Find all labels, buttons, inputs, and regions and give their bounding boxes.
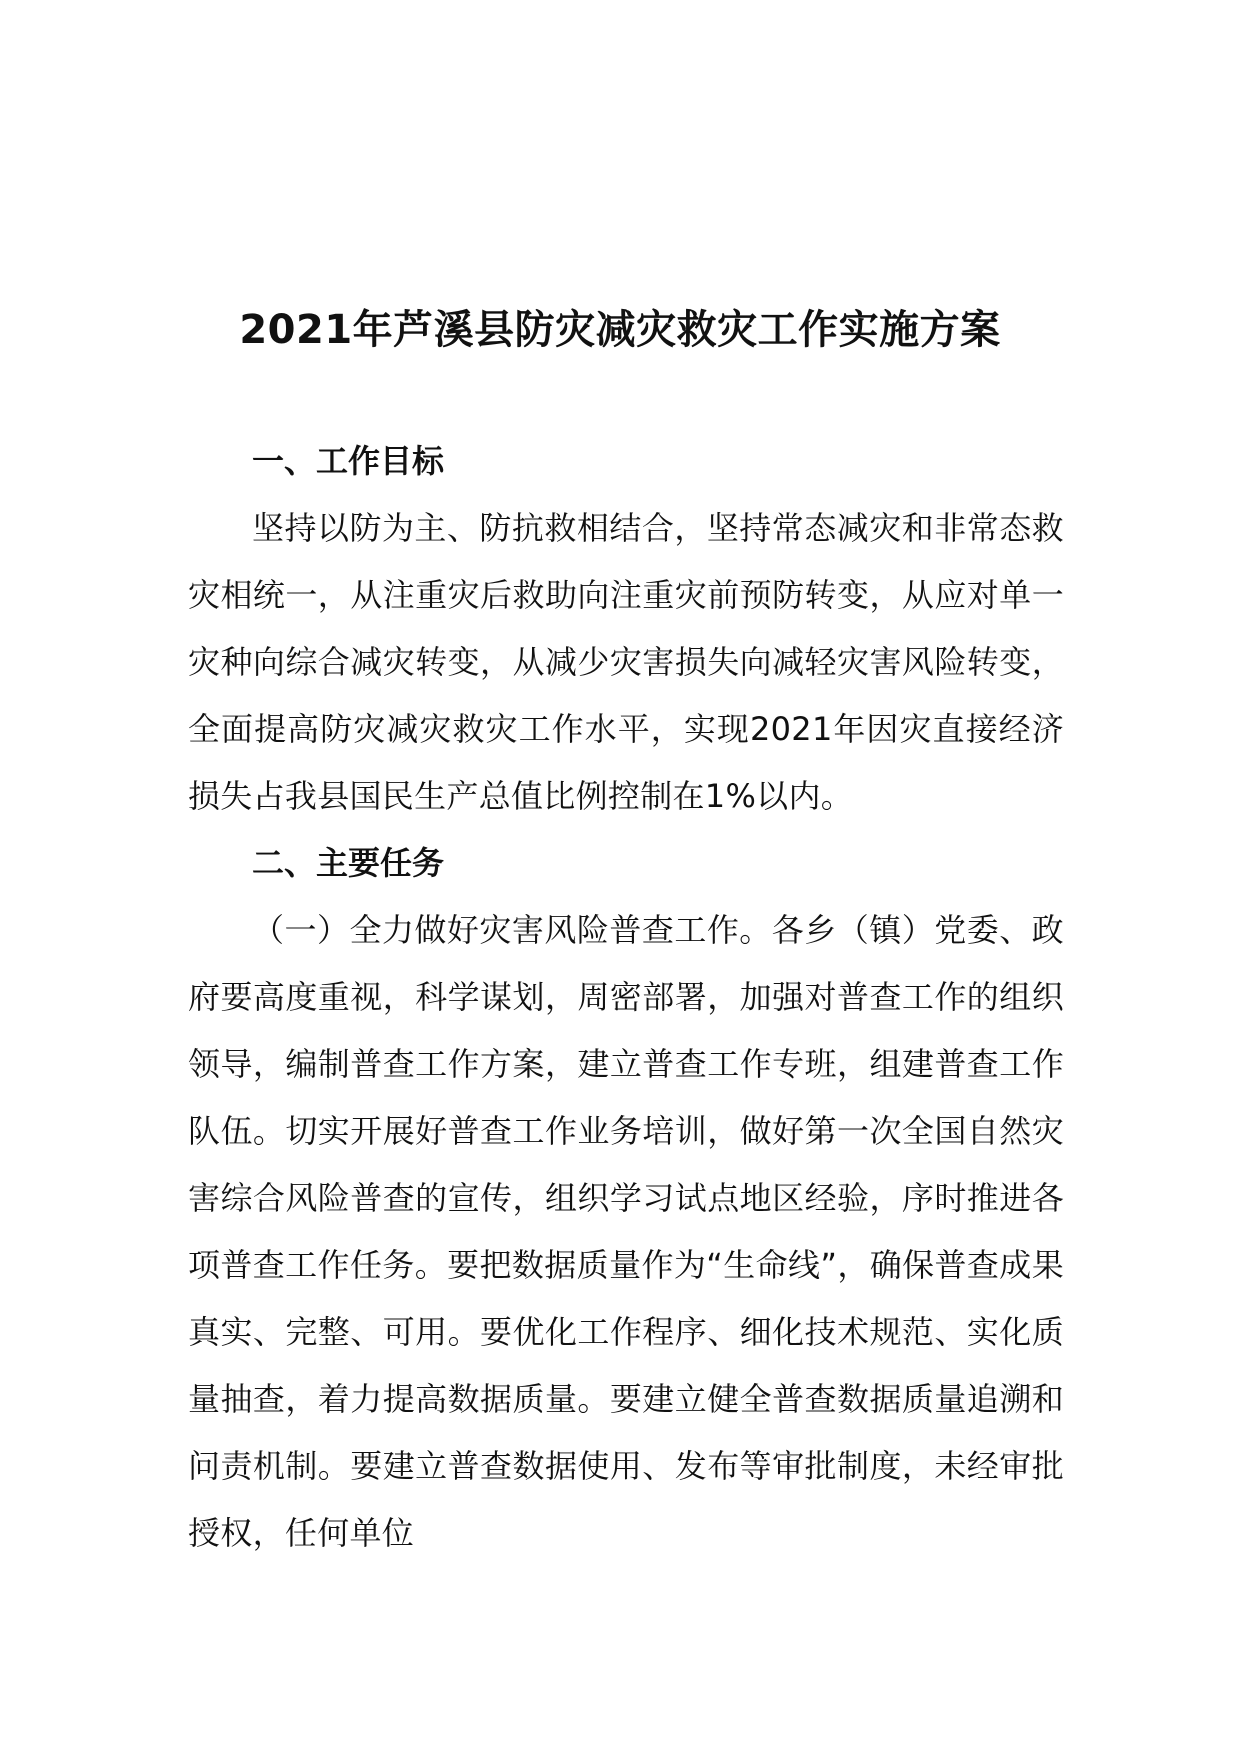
section-paragraph: （一）全力做好灾害风险普查工作。各乡（镇）党委、政府要高度重视，科学谋划，周密部署，加强对普查工作的组织领导，编制普查工作方案，建立普查工作专班，组建普查工作队伍。切实开展好普查工作业务培训，做好第一次全国自然灾害综合风险普查的宣传，组织学习试点地区经验，序时推进各项普查工作任务。要把数据质量作为“生命线”，确保普查成果真实、完整、可用。要优化工作程序、细化技术规范、实化质量抽查，着力提高数据质量。要建立健全普查数据质量追溯和问责机制。要建立普查数据使用、发布等审批制度，未经审批授权，任何单位 <box>188 911 1064 1552</box>
section-heading: 一、工作目标 <box>252 442 445 480</box>
section-main-tasks <box>188 830 1064 1567</box>
document-title: 2021年芦溪县防灾减灾救灾工作实施方案 <box>239 307 1001 353</box>
section-work-goals <box>188 428 1064 830</box>
section-paragraph: 坚持以防为主、防抗救相结合，坚持常态减灾和非常态救灾相统一，从注重灾后救助向注重灾前预防转变，从应对单一灾种向综合减灾转变，从减少灾害损失向减轻灾害风险转变，全面提高防灾减灾救灾工作水平，实现2021年因灾直接经济损失占我县国民生产总值比例控制在1%以内。 <box>188 509 1064 815</box>
section-heading: 二、主要任务 <box>252 844 445 882</box>
document-body <box>188 428 1064 1567</box>
